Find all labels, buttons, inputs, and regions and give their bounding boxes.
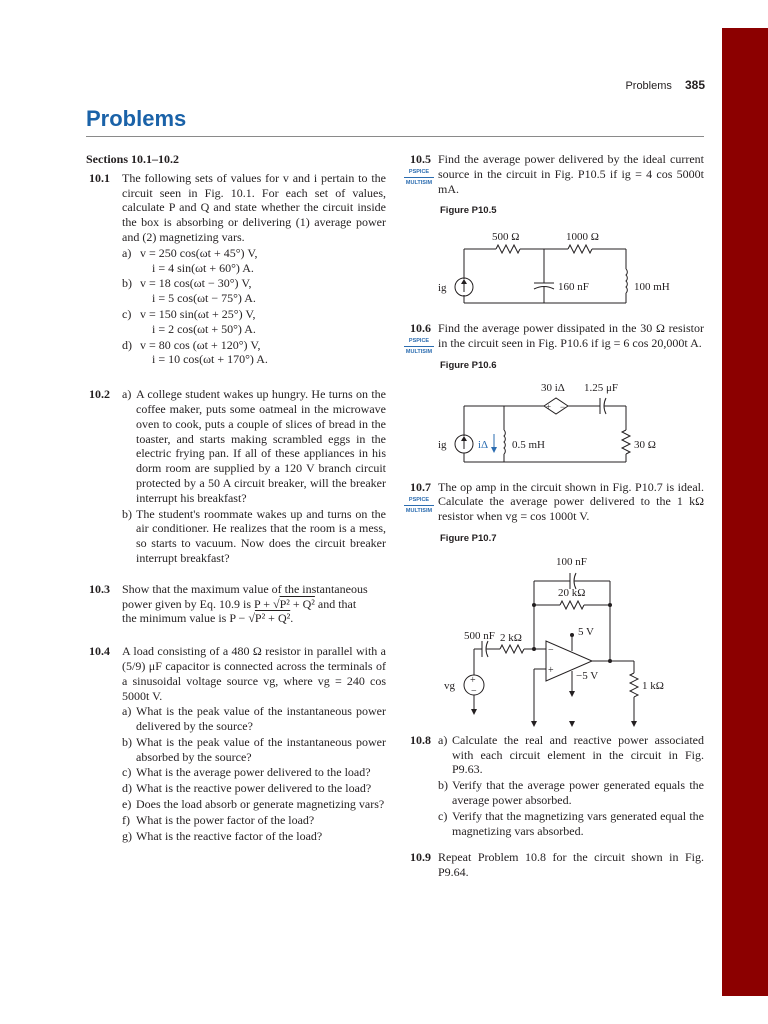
- subpart-label: e): [122, 797, 132, 812]
- running-title: Problems: [625, 80, 672, 92]
- problem-text: A load consisting of a 480 Ω resistor in parallel with a (5/9) μF capacitor is connected across the terminals of a sinusoidal voltage source vg, where vg = 240 cos 5000t V.: [122, 644, 386, 703]
- problem-10-5: [404, 152, 704, 196]
- subpart-label: g): [122, 828, 132, 843]
- problem-number: 10.2: [89, 387, 110, 402]
- junction-dot: [608, 603, 612, 607]
- multisim-tag: MULTISIM: [405, 349, 433, 356]
- text-fragment: power given by Eq. 10.9 is P + √: [122, 596, 280, 611]
- figure-p10-5: [404, 223, 704, 309]
- subpart-text: Does the load absorb or generate magnetizing vars?: [136, 797, 385, 812]
- subpart-b: [122, 507, 386, 566]
- subpart-label: f): [122, 812, 130, 827]
- software-tags: [404, 167, 434, 188]
- subpart-text: Calculate the real and reactive power associated with each circuit element in the circuit in Fig. P9.63.: [452, 732, 704, 777]
- plus-sign: +: [546, 401, 552, 412]
- problem-number: 10.7: [410, 479, 431, 494]
- junction-dot: [608, 659, 612, 663]
- problem-number: 10.5: [410, 152, 431, 166]
- subpart-line: i = 2 cos(ωt + 50°) A.: [152, 321, 256, 336]
- radicand: P² + Q²: [254, 611, 291, 626]
- arrow-down-icon: [491, 447, 497, 453]
- problem-text-line: [122, 611, 386, 626]
- subpart-line: v = 80 cos (ωt + 120°) V,: [140, 337, 261, 352]
- page-edge-tab: [722, 28, 768, 996]
- problem-text: The following sets of values for v and i pertain to the circuit seen in Fig. 10.1. For each set of values, calculate P and Q and state whether the circuit inside the box is absorbing or delivering (1) average power and (2) magnetizing vars.: [122, 170, 386, 244]
- noninverting-input-sign: +: [548, 664, 554, 676]
- inductor-label: 100 mH: [634, 281, 670, 294]
- arrow-down-icon: [569, 691, 575, 697]
- subpart-line: i = 10 cos(ωt + 170°) A.: [152, 352, 268, 367]
- problem-number: 10.3: [89, 581, 110, 596]
- capacitor-label: 1.25 μF: [584, 381, 619, 394]
- software-tags: [404, 336, 434, 357]
- problem-10-4: [86, 644, 386, 843]
- figure-label: Figure P10.7: [440, 532, 497, 544]
- problem-10-1: [86, 171, 386, 367]
- subpart-text: Verify that the average power generated equals the average power absorbed.: [452, 778, 704, 807]
- subpart-d: [122, 781, 386, 796]
- arrow-down-icon: [631, 721, 637, 727]
- section-heading: Sections 10.1–10.2: [86, 152, 179, 166]
- subpart-g: [122, 829, 386, 844]
- junction-dot: [532, 603, 536, 607]
- arrow-down-icon: [531, 721, 537, 727]
- subpart-line: v = 250 cos(ωt + 45°) V,: [140, 245, 258, 260]
- problem-text: The op amp in the circuit shown in Fig. P10.7 is ideal. Calculate the average power delivered to the 1 kΩ resistor when vg = cos 1000t V.: [438, 479, 704, 524]
- page-number: 385: [684, 78, 705, 92]
- source-label: vg: [444, 679, 455, 692]
- subpart-text: What is the peak value of the instantaneous power delivered by the source?: [136, 704, 386, 734]
- subpart-a: [122, 704, 386, 734]
- radicand: P² + Q²: [279, 596, 315, 611]
- subpart-label: a): [122, 387, 132, 402]
- problem-10-2: [86, 387, 386, 566]
- subpart-a: [438, 733, 704, 777]
- dependent-source-label: 30 iΔ: [541, 381, 565, 394]
- minus-sign: −: [560, 401, 566, 412]
- subpart-label: c): [122, 306, 132, 321]
- subpart-c: [438, 809, 704, 839]
- subpart-line: i = 4 sin(ωt + 60°) A.: [152, 260, 254, 275]
- subpart-d: [122, 338, 386, 368]
- subpart-label: a): [438, 732, 448, 747]
- subpart-label: c): [122, 765, 132, 780]
- subpart-label: b): [122, 734, 132, 749]
- problem-text: Find the average power dissipated in the 30 Ω resistor in the circuit seen in Fig. P10.6 if ig = 6 cos 20,000t A.: [438, 321, 704, 350]
- inductor-label: 0.5 mH: [512, 438, 545, 451]
- junction-dot: [532, 647, 536, 651]
- source-label: ig: [438, 438, 447, 451]
- figure-p10-6: [404, 378, 704, 470]
- problem-10-3: [86, 582, 386, 626]
- problem-10-9: [404, 850, 704, 880]
- subpart-text: The student's roommate wakes up and turns on the air conditioner. He realizes that the room is a mess, so starts to vacuum. Now does the circuit breaker interrupt breakfast?: [136, 506, 386, 565]
- resistor-500-label: 500 Ω: [492, 231, 520, 244]
- problem-number: 10.1: [89, 170, 110, 185]
- software-tags: [404, 495, 434, 516]
- subpart-text: A college student wakes up hungry. He turns on the coffee maker, puts some oatmeal in the microwave oven to cook, puts a couple of slices of bread in the toaster, and starts making scrambled eggs in the electric frying pan. If all of these appliances in his dorm room are supplied by a 120 V branch circuit protected by a 50 A circuit breaker, will the breaker interrupt his breakfast?: [136, 387, 386, 505]
- subpart-b: [122, 276, 386, 306]
- subpart-text: What is the average power delivered to the load?: [136, 765, 371, 780]
- subpart-line: i = 5 cos(ωt − 75°) A.: [152, 291, 256, 306]
- problem-text: Find the average power delivered by the ideal current source in the circuit in Fig. P10.5 if ig = 4 cos 5000t mA.: [438, 152, 704, 196]
- subpart-text: What is the peak value of the instantaneous power absorbed by the source?: [136, 734, 386, 764]
- subpart-b: [438, 778, 704, 808]
- figure-p10-7: [404, 551, 704, 729]
- capacitor-label: 160 nF: [558, 281, 589, 294]
- subpart-b: [122, 735, 386, 765]
- problem-10-7: [404, 480, 704, 524]
- subpart-label: b): [438, 778, 448, 793]
- text-fragment: .: [290, 611, 294, 626]
- pspice-tag: PSPICE: [404, 336, 434, 347]
- source-minus-sign: −: [471, 685, 477, 697]
- arrow-up-icon: [461, 279, 467, 284]
- subpart-label: d): [122, 781, 132, 796]
- subpart-label: b): [122, 276, 132, 291]
- subpart-label: a): [122, 245, 132, 260]
- subpart-e: [122, 797, 386, 812]
- running-header: [560, 78, 705, 92]
- resistor-20k-label: 20 kΩ: [558, 586, 586, 599]
- capacitor-100-label: 100 nF: [556, 555, 587, 568]
- arrow-down-icon: [471, 709, 477, 715]
- subpart-c: [122, 307, 386, 337]
- negative-supply-label: −5 V: [576, 669, 599, 682]
- resistor-2k-label: 2 kΩ: [500, 631, 522, 644]
- multisim-tag: MULTISIM: [405, 507, 433, 514]
- right-column: [404, 152, 704, 892]
- problem-number: 10.8: [410, 732, 431, 747]
- subpart-label: c): [438, 808, 448, 823]
- resistor-label: 30 Ω: [634, 438, 656, 451]
- problem-10-6: [404, 321, 704, 356]
- left-column: [86, 152, 386, 855]
- problem-number: 10.9: [410, 850, 431, 865]
- source-label: ig: [438, 282, 447, 295]
- problem-10-8: [404, 733, 704, 839]
- text-fragment: the minimum value is P − √: [122, 611, 255, 626]
- subpart-label: d): [122, 337, 132, 352]
- subpart-label: b): [122, 506, 132, 521]
- arrow-down-icon: [569, 721, 575, 727]
- positive-supply-label: 5 V: [578, 625, 594, 638]
- subpart-text: Verify that the magnetizing vars generated equal the magnetizing vars absorbed.: [452, 808, 704, 838]
- problem-text-line: [122, 597, 386, 612]
- source-plus-sign: +: [470, 674, 476, 686]
- problem-text: Repeat Problem 10.8 for the circuit shown in Fig. P9.64.: [438, 850, 704, 880]
- inverting-input-sign: −: [548, 644, 554, 656]
- arrow-up-icon: [461, 436, 467, 441]
- problem-text-line: Show that the maximum value of the instantaneous: [122, 581, 368, 596]
- subpart-f: [122, 813, 386, 828]
- figure-label: Figure P10.5: [440, 205, 497, 217]
- pspice-tag: PSPICE: [404, 167, 434, 178]
- resistor-1000-label: 1000 Ω: [566, 231, 599, 244]
- subpart-a: [122, 246, 386, 276]
- subpart-label: a): [122, 704, 132, 719]
- multisim-tag: MULTISIM: [405, 180, 433, 186]
- page-title: Problems: [86, 106, 187, 131]
- load-resistor-label: 1 kΩ: [642, 679, 664, 692]
- control-current-label: iΔ: [478, 438, 489, 451]
- subpart-text: What is the power factor of the load?: [136, 812, 315, 827]
- subpart-line: v = 150 sin(ωt + 25°) V,: [140, 306, 256, 321]
- problem-number: 10.6: [410, 321, 431, 336]
- title-rule: [86, 136, 704, 137]
- problem-number: 10.4: [89, 644, 110, 659]
- subpart-text: What is the reactive factor of the load?: [136, 828, 323, 843]
- junction-dot: [570, 633, 574, 637]
- capacitor-500-label: 500 nF: [464, 629, 495, 642]
- text-fragment: and that: [314, 596, 357, 611]
- subpart-c: [122, 765, 386, 780]
- subpart-text: What is the reactive power delivered to the load?: [136, 781, 372, 796]
- figure-label: Figure P10.6: [440, 359, 497, 371]
- subpart-line: v = 18 cos(ωt − 30°) V,: [140, 276, 252, 291]
- pspice-tag: PSPICE: [404, 495, 434, 506]
- subpart-a: [122, 387, 386, 505]
